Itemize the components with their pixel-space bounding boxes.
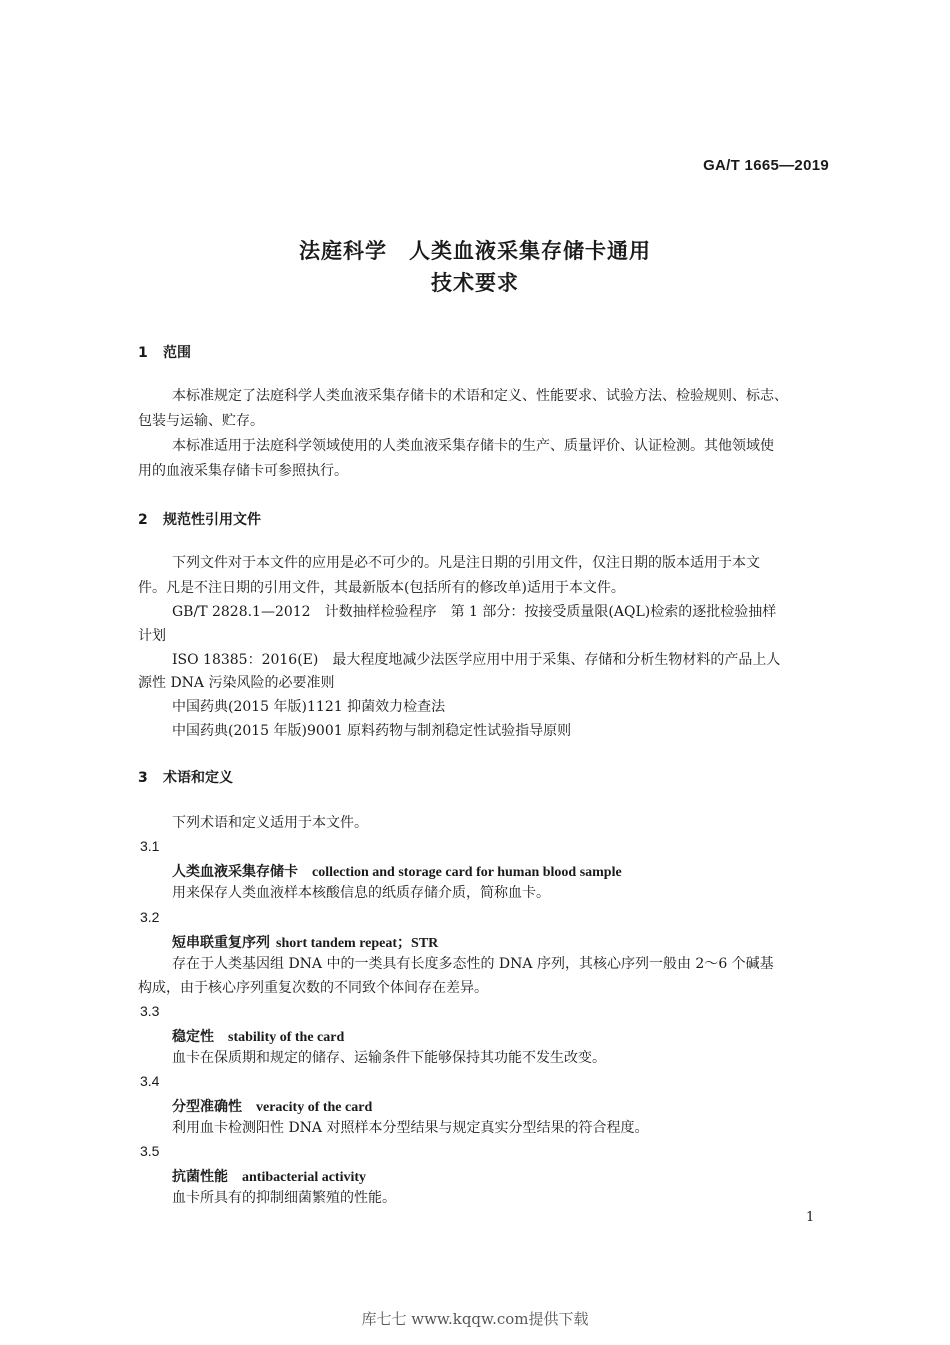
term-chinese: 抗菌性能 xyxy=(172,1169,228,1185)
paragraph-line: 本标准规定了法庭科学人类血液采集存储卡的术语和定义、性能要求、试验方法、检验规则、标志、 xyxy=(172,388,788,404)
document-title-line2: 技术要求 xyxy=(431,271,519,295)
term-english: short tandem repeat；STR xyxy=(276,936,439,951)
term-english: collection and storage card for human blood sample xyxy=(312,865,622,880)
term-heading xyxy=(172,1166,366,1186)
term-heading xyxy=(172,1096,372,1116)
term-heading xyxy=(172,861,622,881)
paragraph-line: 用的血液采集存储卡可参照执行。 xyxy=(138,463,348,479)
term-chinese: 分型准确性 xyxy=(172,1099,242,1115)
clause-number: 3.3 xyxy=(140,1003,160,1019)
term-chinese: 短串联重复序列 xyxy=(172,935,270,951)
section-2-heading xyxy=(138,509,261,529)
section-number: 2 xyxy=(138,512,148,528)
term-english: veracity of the card xyxy=(256,1100,373,1115)
term-definition: 存在于人类基因组 DNA 中的一类具有长度多态性的 DNA 序列，其核心序列一般由 2～6 个碱基 xyxy=(172,956,774,972)
page-number: 1 xyxy=(806,1210,815,1225)
section-title: 规范性引用文件 xyxy=(163,512,261,528)
clause-number: 3.2 xyxy=(140,909,160,925)
term-heading xyxy=(172,932,438,952)
term-definition: 利用血卡检测阳性 DNA 对照样本分型结果与规定真实分型结果的符合程度。 xyxy=(172,1120,649,1136)
term-definition: 血卡在保质期和规定的储存、运输条件下能够保持其功能不发生改变。 xyxy=(172,1050,606,1066)
reference-line: 中国药典(2015 年版)9001 原料药物与制剂稳定性试验指导原则 xyxy=(172,723,572,739)
section-1-heading xyxy=(138,342,191,362)
clause-number: 3.4 xyxy=(140,1073,160,1089)
clause-number: 3.1 xyxy=(140,838,160,854)
section-3-heading xyxy=(138,767,233,787)
term-definition: 血卡所具有的抑制细菌繁殖的性能。 xyxy=(172,1190,396,1206)
term-heading xyxy=(172,1026,344,1046)
paragraph-line: 件。凡是不注日期的引用文件，其最新版本(包括所有的修改单)适用于本文件。 xyxy=(138,580,625,596)
reference-line: GB/T 2828.1—2012 计数抽样检验程序 第 1 部分：按接受质量限(AQL)检索的逐批检验抽样 xyxy=(172,604,777,620)
section-title: 范围 xyxy=(163,345,191,361)
paragraph-line: 包装与运输、贮存。 xyxy=(138,413,264,429)
term-chinese: 稳定性 xyxy=(172,1029,214,1045)
reference-line: 计划 xyxy=(138,628,166,644)
clause-number: 3.5 xyxy=(140,1143,160,1159)
section-title: 术语和定义 xyxy=(163,770,233,786)
reference-line: ISO 18385：2016(E) 最大程度地减少法医学应用中用于采集、存储和分析生物材料的产品上人 xyxy=(172,652,781,668)
term-definition: 用来保存人类血液样本核酸信息的纸质存储介质，简称血卡。 xyxy=(172,885,550,901)
term-chinese: 人类血液采集存储卡 xyxy=(172,864,298,880)
term-definition: 构成，由于核心序列重复次数的不同致个体间存在差异。 xyxy=(138,980,488,996)
paragraph-line: 本标准适用于法庭科学领域使用的人类血液采集存储卡的生产、质量评价、认证检测。其他领域使 xyxy=(172,438,774,454)
paragraph-line: 下列术语和定义适用于本文件。 xyxy=(172,815,368,831)
term-english: antibacterial activity xyxy=(242,1170,367,1185)
document-title-line1: 法庭科学 人类血液采集存储卡通用 xyxy=(299,239,651,263)
standard-code: GA/T 1665—2019 xyxy=(703,157,829,174)
section-number: 1 xyxy=(138,345,148,361)
reference-line: 中国药典(2015 年版)1121 抑菌效力检查法 xyxy=(172,699,446,715)
paragraph-line: 下列文件对于本文件的应用是必不可少的。凡是注日期的引用文件，仅注日期的版本适用于本文 xyxy=(172,555,760,571)
download-watermark: 库七七 www.kqqw.com提供下载 xyxy=(361,1310,589,1328)
section-number: 3 xyxy=(138,770,148,786)
term-english: stability of the card xyxy=(228,1030,345,1045)
reference-line: 源性 DNA 污染风险的必要准则 xyxy=(138,675,335,691)
